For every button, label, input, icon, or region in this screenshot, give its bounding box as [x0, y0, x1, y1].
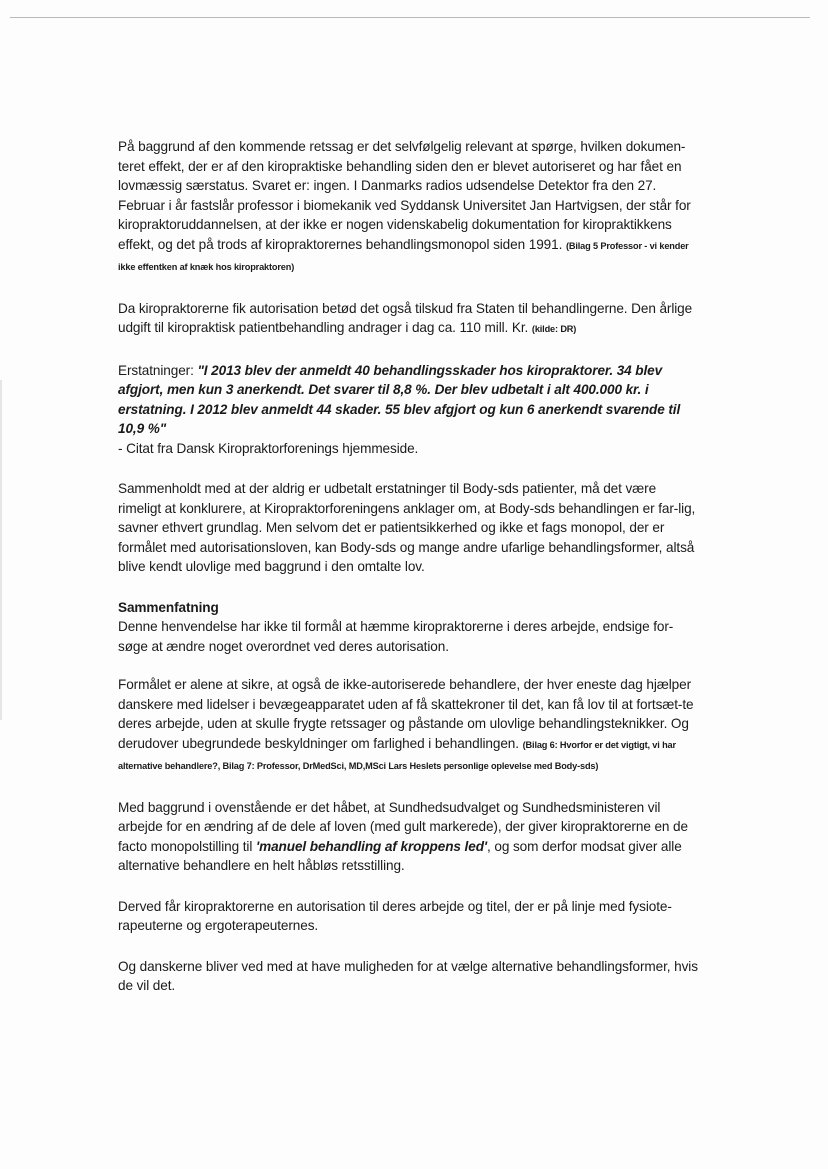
paragraph-4: Sammenholdt med at der aldrig er udbetalt erstatninger til Body-sds patienter, må det være rimeligt at konklurere, at Kiropraktorforeningens anklager om, at Body-sds behandlingen er far-lig, savner ethvert grundlag. Men selvom det er patientsikkerhed og ikke et fags monopol, der er formålet med autorisationsloven, kan Body-sds og mange andre ufarlige behandlingsformer, altså blive kendt ulovlige med baggrund i den omtalte lov.: [118, 481, 696, 574]
paragraph-6: [118, 798, 700, 876]
paragraph-1-reference: (Bilag 5 Professor - vi kender ikke effentken af knæk hos kiropraktoren): [118, 240, 689, 272]
paragraph-6-after: , og som derfor modsat giver alle alternative behandlere en helt håbløs retsstilling.: [118, 838, 682, 873]
paragraph-2-text: Da kiropraktorerne fik autorisation betød det også tilskud fra Staten til behandlingerne. Den årlige udgift til kiropraktisk patientbehandling andrager i dag ca. 110 mill. Kr.: [118, 300, 693, 335]
paragraph-3-quote: "I 2013 blev der anmeldt 40 behandlingsskader hos kiropraktorer. 34 blev afgjort, men kun 3 anerkendt. Det svarer til 8,8 %. Der blev udbetalt i alt 400.000 kr. i erstatning. I 2012 blev anmeldt 44 skader. 55 blev afgjort og kun 6 anerkendt svarende til 10,9 %": [118, 362, 681, 436]
summary-text: Denne henvendelse har ikke til formål at hæmme kiropraktorerne i deres arbejde, endsige for-søge at ændre noget overordnet ved deres autorisation.: [118, 619, 674, 654]
paragraph-2: [118, 299, 700, 340]
paragraph-1-text: På baggrund af den kommende retssag er det selvfølgelig relevant at spørge, hvilken dokumen-teret effekt, der er af den kiropraktiske behandling siden den er blevet autoriseret og har fået en lovmæssig særstatus. Svaret er: ingen. I Danmarks radios udsendelse Detektor fra den 27. Februar i år fastslår professor i biomekanik ved Syddansk Universitet Jan Hartvigsen, der står for kiropraktoruddannelsen, at der ikke er nogen videnskabelig dokumentation for kiropraktikkens effekt, og det på trods af kiropraktorernes behandlingsmonopol siden 1991.: [118, 139, 691, 252]
paragraph-5: [118, 675, 700, 777]
paragraph-6-before: Med baggrund i ovenstående er det håbet, at Sundhedsudvalget og Sundhedsministeren vil arbejde for en ændring af de dele af loven (med gult markerede), der giver kiropraktorerne en de facto monopolstilling til: [118, 799, 688, 854]
paragraph-6-italic: 'manuel behandling af kroppens led': [255, 838, 488, 854]
paragraph-2-reference: (kilde: DR): [531, 324, 577, 334]
paragraph-5-text: Formålet er alene at sikre, at også de ikke-autoriserede behandlere, der hver eneste dag hjælper danskere med lidelser i bevægeapparatet uden af få skattekroner til det, kan få lov til at fortsæt-te deres arbejde, uden at skulle frygte retssager og påstande om ulovlige behandlingsteknikker. Og derudover ubegrundede beskyldninger om farlighed i behandlingen.: [118, 677, 694, 751]
summary-section: [118, 598, 700, 657]
top-rule: [10, 17, 810, 18]
paragraph-3: [118, 361, 700, 459]
paragraph-5-reference: (Bilag 6: Hvorfor er det vigtigt, vi har alternative behandlere?, Bilag 7: Professor, DrMedSci, MD,MSci Lars Heslets personlige oplevelse med Body-sds): [118, 739, 676, 771]
document-body: [118, 137, 700, 1017]
paragraph-3-lead: Erstatninger:: [118, 362, 198, 378]
scan-edge: [0, 380, 2, 720]
summary-heading: Sammenfatning: [118, 599, 219, 615]
paragraph-1: [118, 137, 700, 278]
paragraph-7: Derved får kiropraktorerne en autorisation til deres arbejde og titel, der er på linje med fysiote-rapeuterne og ergoterapeuternes.: [118, 898, 672, 933]
paragraph-8: Og danskerne bliver ved med at have muligheden for at vælge alternative behandlingsformer, hvis de vil det.: [118, 958, 698, 993]
paragraph-3-source: - Citat fra Dansk Kiropraktorforenings hjemmeside.: [118, 440, 419, 456]
